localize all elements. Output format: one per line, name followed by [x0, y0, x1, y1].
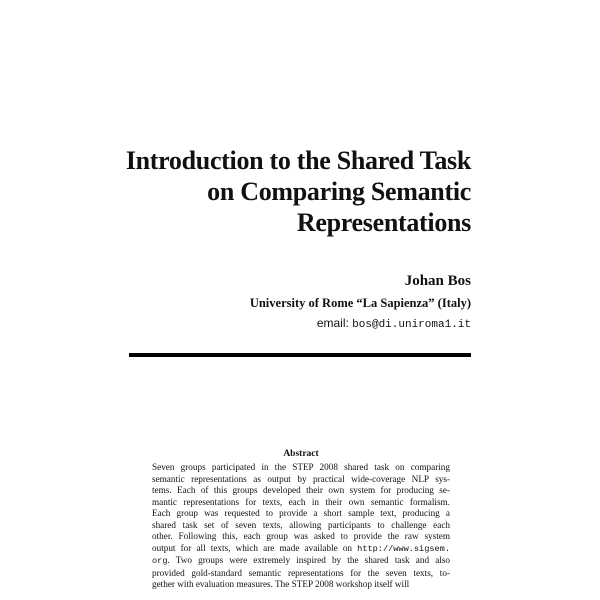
author-affiliation: University of Rome “La Sapienza” (Italy)	[249, 296, 471, 310]
abstract-line: Each group was requested to provide a short sample text, producing a	[152, 508, 450, 518]
abstract-line: other. Following this, each group was asked to provide the raw system	[152, 531, 450, 541]
abstract-body	[152, 462, 450, 591]
title-line: on Comparing Semantic	[207, 177, 471, 206]
author-email	[317, 316, 471, 333]
abstract-line: Seven groups participated in the STEP 2008 shared task on comparing	[152, 462, 450, 472]
abstract-url-link[interactable]: http://www.sigsem.	[357, 543, 450, 554]
abstract-line: tems. Each of this groups developed their own system for producing se-	[152, 485, 450, 495]
abstract-line-with-url-end	[152, 555, 450, 568]
abstract-line-with-url	[152, 543, 450, 556]
abstract-line: mantic representations for texts, each in their own semantic formalism.	[152, 496, 450, 507]
title-divider-rule	[129, 353, 471, 357]
abstract-line: provided gold-standard semantic representations for the seven texts, to-	[152, 567, 450, 578]
title-line: Representations	[296, 208, 471, 237]
abstract-line: gether with evaluation measures. The STEP 2008 workshop itself will	[152, 579, 410, 589]
abstract-line-text: output for all texts, which are made available on	[152, 542, 358, 553]
abstract-url-link-end[interactable]: org	[152, 556, 168, 566]
author-name: Johan Bos	[404, 273, 471, 289]
abstract-line: shared task set of seven texts, allowing participants to challenge each	[152, 519, 450, 530]
email-label: email:	[316, 316, 349, 330]
abstract-line-text: . Two groups were extremely inspired by the shared task and also	[167, 555, 450, 565]
paper-title	[111, 145, 471, 238]
abstract-line: semantic representations as output by practical wide-coverage NLP sys-	[152, 473, 450, 484]
email-address: bos@di.uniroma1.it	[352, 319, 471, 331]
title-line: Introduction to the Shared Task	[125, 146, 471, 175]
abstract-heading: Abstract	[283, 449, 319, 459]
